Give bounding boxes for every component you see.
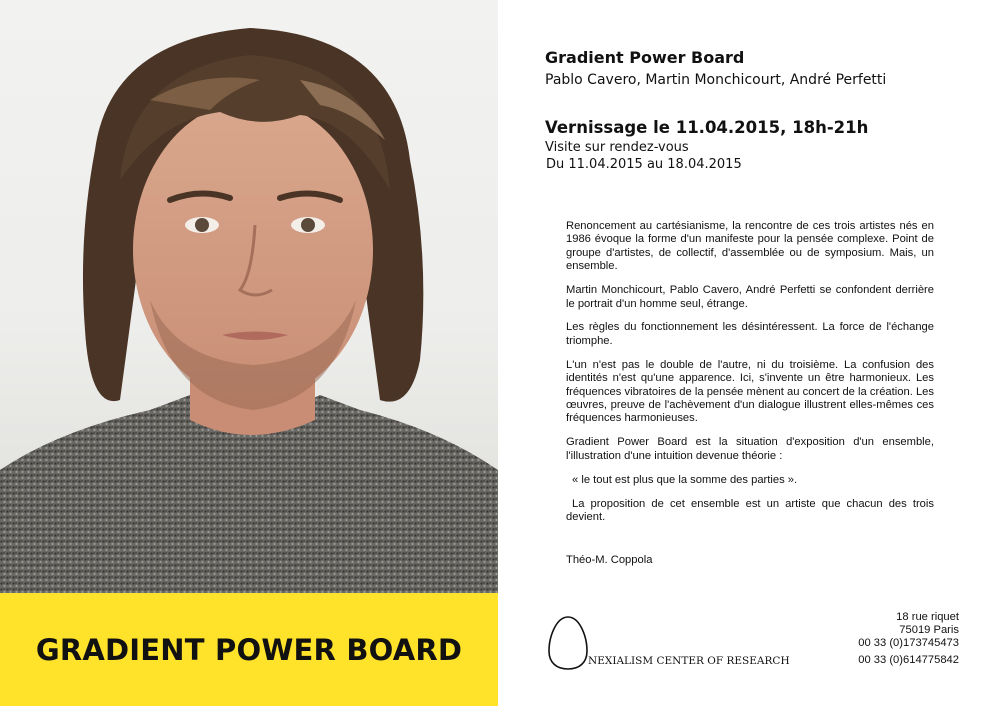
author-signature: Théo-M. Coppola (566, 554, 653, 566)
banner-title: GRADIENT POWER BOARD (35, 633, 463, 667)
exhibition-dates: Du 11.04.2015 au 18.04.2015 (546, 157, 742, 172)
paragraph: Gradient Power Board est la situation d'exposition d'un ensemble, l'illustration d'une intuition devenue théorie : (566, 436, 934, 462)
portrait-illustration (0, 0, 498, 593)
paragraph: Martin Monchicourt, Pablo Cavero, André Perfetti se confondent derrière le portrait d'un homme seul, étrange. (566, 284, 934, 310)
address-street: 18 rue riquet (896, 611, 959, 623)
address-city: 75019 Paris (899, 624, 959, 636)
visit-info: Visite sur rendez-vous (545, 140, 689, 155)
portrait-photo (0, 0, 498, 593)
paragraph: La proposition de cet ensemble est un artiste que chacun des trois devient. (566, 497, 934, 523)
artists-list: Pablo Cavero, Martin Monchicourt, André Perfetti (545, 72, 887, 88)
paragraph: L'un n'est pas le double de l'autre, ni du troisième. La confusion des identités n'est qu'une apparence. Ici, s'invente un être harmonieux. Les fréquences vibratoires de la pensée mènent au concert de la création. Les œuvres, preuve de l'achèvement d'un dialogue illustrent elles-mêmes ces fréquences harmonieuses. (566, 358, 934, 425)
curatorial-text (566, 220, 934, 535)
quote-paragraph: « le tout est plus que la somme des parties ». (572, 473, 798, 486)
vernissage-line: Vernissage le 11.04.2015, 18h-21h (545, 118, 869, 137)
logo-wordmark: NEXIALISM CENTER OF RESEARCH (588, 655, 790, 667)
phone-number: 00 33 (0)173745473 (858, 637, 959, 649)
paragraph: Renoncement au cartésianisme, la rencontre de ces trois artistes nés en 1986 évoque la forme d'un manifeste pour la pensée complexe. Point de groupe d'artistes, de collectif, d'assemblée ou de symposium. Mais, un ensemble. (566, 220, 934, 273)
paragraph: Les règles du fonctionnement les désintéressent. La force de l'échange triomphe. (566, 321, 934, 347)
phone-number: 00 33 (0)614775842 (858, 654, 959, 666)
exhibition-title: Gradient Power Board (545, 48, 745, 67)
